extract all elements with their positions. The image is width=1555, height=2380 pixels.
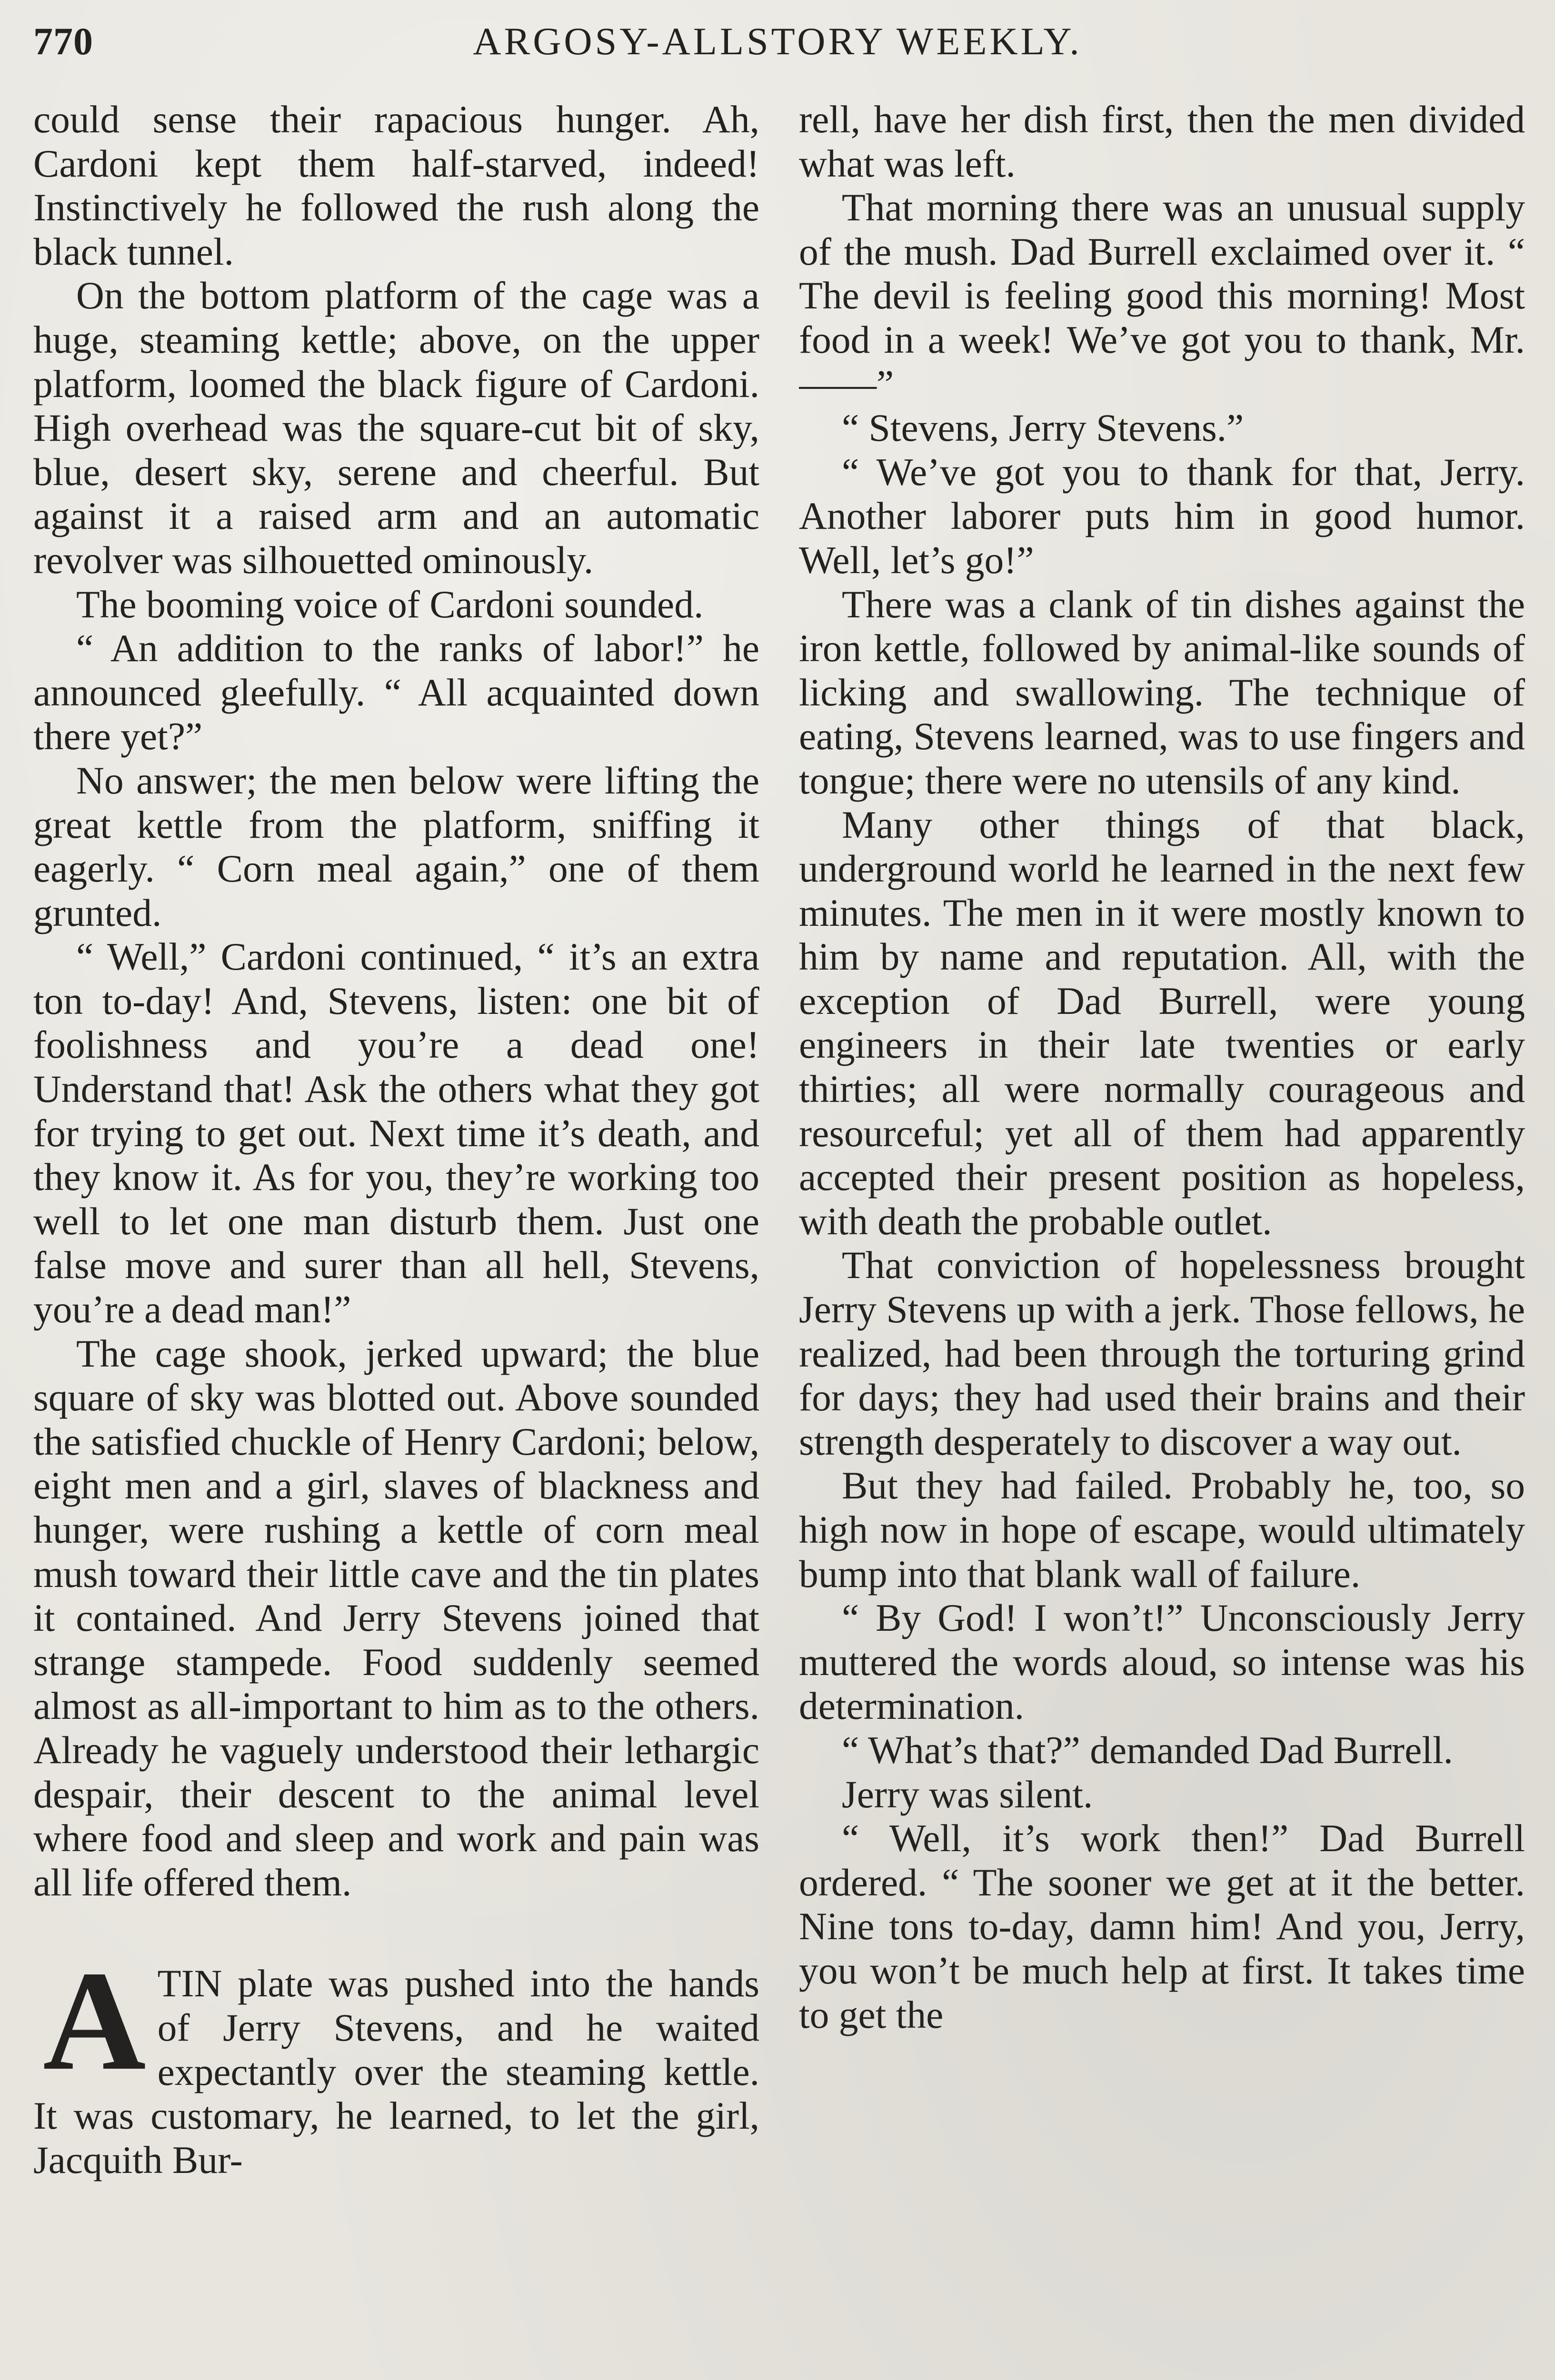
left-column [33, 98, 759, 2380]
page-number: 770 [33, 20, 93, 63]
paragraph: “ We’ve got you to thank for that, Jerry. Another laborer puts him in good humor. Well, let’s go!” [799, 450, 1525, 582]
paragraph: There was a clank of tin dishes against the iron kettle, followed by animal-like sounds of licking and swallowing. The technique of eating, Stevens learned, was to use fingers and tongue; there were no utensils of any kind. [799, 582, 1525, 802]
paragraph: rell, have her dish first, then the men divided what was left. [799, 98, 1525, 185]
paragraph: No answer; the men below were lifting the great kettle from the platform, sniffing it eagerly. “ Corn meal again,” one of them grunted. [33, 758, 759, 934]
paragraph: “ An addition to the ranks of labor!” he announced gleefully. “ All acquainted down there yet?” [33, 626, 759, 758]
paragraph: could sense their rapacious hunger. Ah, Cardoni kept them half-starved, indeed! Instinctively he followed the rush along the black tunnel. [33, 98, 759, 273]
paragraph: “ Well, it’s work then!” Dad Burrell ordered. “ The sooner we get at it the better. Nine tons to-day, damn him! And you, Jerry, you won’t be much help at first. It takes time to get the [799, 1816, 1525, 2036]
drop-cap: A [43, 1942, 146, 2100]
right-column [799, 98, 1525, 2380]
paragraph: On the bottom platform of the cage was a huge, steaming kettle; above, on the upper platform, loomed the black figure of Cardoni. High overhead was the square-cut bit of sky, blue, desert sky, serene and cheerful. But against it a raised arm and an automatic revolver was silhouetted ominously. [33, 274, 759, 582]
paragraph: Jerry was silent. [842, 1772, 1093, 1816]
paragraph: “ Stevens, Jerry Stevens.” [842, 406, 1244, 450]
paragraph: That conviction of hopelessness brought Jerry Stevens up with a jerk. Those fellows, he realized, had been through the torturing grind for days; they had used their brains and their strength desperately to discover a way out. [799, 1243, 1525, 1463]
paragraph: The booming voice of Cardoni sounded. [76, 582, 704, 626]
paragraph: “ Well,” Cardoni continued, “ it’s an extra ton to-day! And, Stevens, listen: one bit of foolishness and you’re a dead one! Understand that! Ask the others what they got for trying to get out. Next time it’s death, and they know it. As for you, they’re working too well to let one man disturb them. Just one false move and surer than all hell, Stevens, you’re a dead man!” [33, 935, 759, 1331]
paragraph: But they had failed. Probably he, too, so high now in hope of escape, would ultimately bump into that blank wall of failure. [799, 1464, 1525, 1596]
running-head: ARGOSY-ALLSTORY WEEKLY. [473, 20, 1082, 63]
section-opening-paragraph [33, 1942, 759, 2182]
paragraph: That morning there was an unusual supply of the mush. Dad Burrell exclaimed over it. “ The devil is feeling good this morning! Most food in a week! We’ve got you to thank, Mr. ——” [799, 186, 1525, 406]
paragraph: “ By God! I won’t!” Unconsciously Jerry muttered the words aloud, so intense was his determination. [799, 1596, 1525, 1728]
paragraph: “ What’s that?” demanded Dad Burrell. [842, 1728, 1453, 1772]
page-header [33, 19, 1522, 71]
section-opening-text: TIN plate was pushed into the hands of Jerry Stevens, and he waited expectantly over the steaming kettle. It was customary, he learned, to let the girl, Jacquith Bur- [33, 1962, 759, 2182]
paragraph: Many other things of that black, underground world he learned in the next few minutes. The men in it were mostly known to him by name and reputation. All, with the exception of Dad Burrell, were young engineers in their late twenties or early thirties; all were normally courageous and resourceful; yet all of them had apparently accepted their present position as hopeless, with death the probable outlet. [799, 803, 1525, 1243]
paragraph: The cage shook, jerked upward; the blue square of sky was blotted out. Above sounded the satisfied chuckle of Henry Cardoni; below, eight men and a girl, slaves of blackness and hunger, were rushing a kettle of corn meal mush toward their little cave and the tin plates it contained. And Jerry Stevens joined that strange stampede. Food suddenly seemed almost as all-important to him as to the others. Already he vaguely understood their lethargic despair, their descent to the animal level where food and sleep and work and pain was all life offered them. [33, 1331, 759, 1904]
